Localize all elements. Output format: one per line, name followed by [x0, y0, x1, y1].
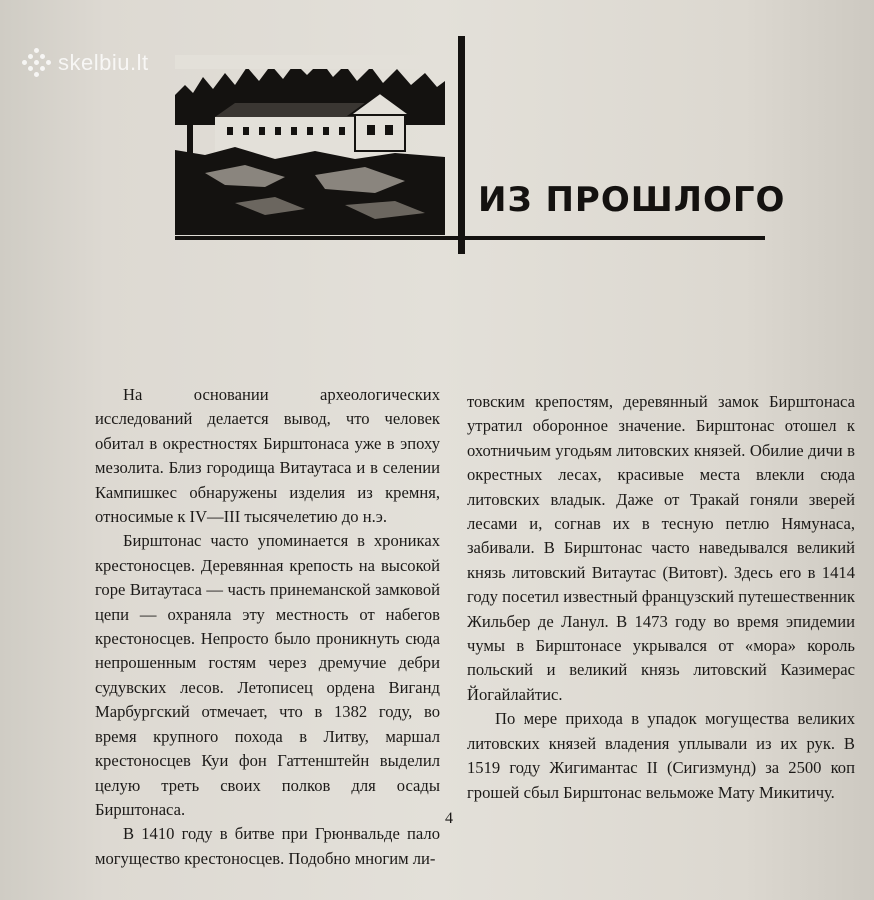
watermark	[22, 48, 149, 78]
header-illustration	[175, 55, 445, 235]
watermark-text: skelbiu.lt	[58, 50, 149, 75]
paragraph: По мере прихода в упадок могущества великих литовских князей владения уплывали из их рук. В 1519 году Жигимантас II (Сигизмунд) за 2500 коп грошей сбыл Бирштонас вельможе Мату Микитичу.	[467, 709, 855, 802]
page-number: 4	[445, 810, 453, 827]
header-rule-cross	[458, 236, 465, 254]
watermark-dots-icon	[22, 48, 52, 78]
paragraph: Бирштонас часто упоминается в хрониках крестоносцев. Деревянная крепость на высокой горе Витаутаса — часть принеманской замковой цепи — охраняла эту местность от набегов крестоносцев. Непросто было проникнуть сюда непрошенным гостям через дремучие дебри судувских лесов. Летописец ордена Виганд Марбургский отмечает, что в 1382 году, во время крупного похода в Литву, маршал крестоносцев Куи фон Гаттенштейн выделил целую треть своих полков для осады Бирштонаса.	[95, 531, 440, 819]
paragraph: На основании археологических исследований делается вывод, что человек обитал в окрестностях Бирштонаса уже в эпоху мезолита. Близ городища Витаутаса и в селении Кампишкес обнаружены изделия из кремня, относимые к IV—III тысячелетию до н.э.	[95, 385, 440, 527]
castle-landscape-illustration	[175, 55, 445, 235]
text-column-right	[467, 390, 855, 805]
header-vertical-rule	[458, 36, 465, 236]
paragraph: товским крепостям, деревянный замок Бирштонаса утратил оборонное значение. Бирштонас отошел к охотничьим угодьям литовских князей. Обилие дичи в окрестных лесах, красивые места влекли сюда литовских владык. Даже от Тракай гоняли зверей лесами и, согнав их в тесную петлю Нямунаса, забивали. В Бирштонас часто наведывался великий князь литовский Витаутас (Витовт). Здесь его в 1414 году посетил известный французский путешественник Жильбер де Ланул. В 1473 году во время эпидемии чумы в Бирштонасе укрывался от «мора» король польский и великий князь литовский Казимерас Йогайлайтис.	[467, 392, 855, 704]
text-column-left	[95, 383, 440, 871]
paragraph: В 1410 году в битве при Грюнвальде пало могущество крестоносцев. Подобно многим ли-	[95, 824, 440, 868]
header-horizontal-rule	[175, 236, 765, 240]
section-title: ИЗ ПРОШЛОГО	[478, 180, 786, 220]
